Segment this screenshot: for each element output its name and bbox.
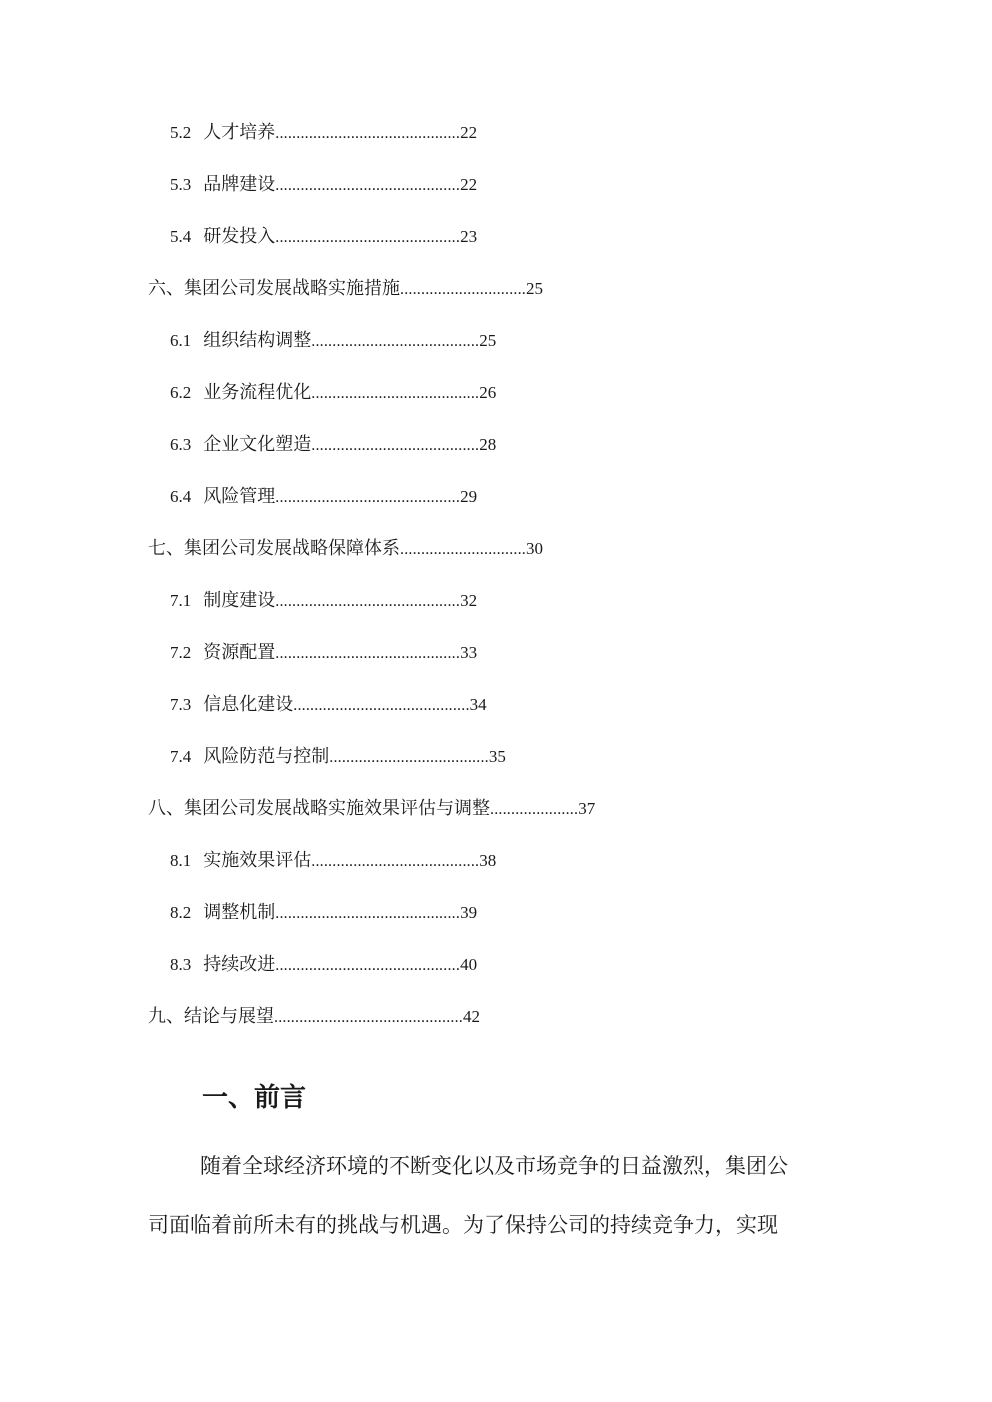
toc-entry-number: 6.1 xyxy=(170,331,192,350)
toc-entry[interactable] xyxy=(148,274,543,304)
toc-page-number: 34 xyxy=(469,695,487,714)
toc-page-number: 22 xyxy=(460,123,478,142)
toc-entry-number: 8.3 xyxy=(170,955,192,974)
toc-page-number: 37 xyxy=(578,799,596,818)
toc-entry-title: 九、结论与展望 xyxy=(148,1006,274,1027)
toc-leader-dots: ........................................ xyxy=(311,333,480,350)
toc-leader-dots: ............................................. xyxy=(274,1009,463,1026)
toc-leader-dots: ............................................ xyxy=(275,957,461,974)
toc-entry-title: 信息化建设 xyxy=(203,694,294,715)
toc-entry[interactable] xyxy=(170,378,496,408)
toc-page-number: 35 xyxy=(488,747,506,766)
toc-entry[interactable] xyxy=(170,430,496,460)
toc-leader-dots: ...................................... xyxy=(329,749,489,766)
toc-entry-title: 研发投入 xyxy=(203,226,276,247)
toc-entry[interactable] xyxy=(170,482,477,512)
toc-page-number: 22 xyxy=(460,175,478,194)
toc-entry-number: 7.2 xyxy=(170,643,192,662)
toc-entry-number: 6.3 xyxy=(170,435,192,454)
toc-entry-title: 风险防范与控制 xyxy=(203,746,330,767)
toc-leader-dots: ............................................ xyxy=(275,177,461,194)
toc-page-number: 25 xyxy=(526,279,543,298)
toc-leader-dots: ............................................ xyxy=(275,489,461,506)
toc-entry-title: 业务流程优化 xyxy=(203,382,312,403)
toc-entry[interactable] xyxy=(170,690,487,720)
toc-entry-title: 六、集团公司发展战略实施措施 xyxy=(148,278,400,299)
toc-leader-dots: ........................................ xyxy=(311,385,480,402)
toc-entry-title: 制度建设 xyxy=(203,590,276,611)
toc-entry[interactable] xyxy=(170,846,496,876)
toc-entry[interactable] xyxy=(170,638,477,668)
toc-leader-dots: ............................................ xyxy=(275,229,461,246)
toc-leader-dots: ..................... xyxy=(490,801,579,818)
toc-leader-dots: ........................................ xyxy=(311,437,480,454)
toc-entry[interactable] xyxy=(148,534,543,564)
toc-entry[interactable] xyxy=(148,1002,480,1032)
toc-entry-title: 调整机制 xyxy=(203,902,276,923)
section-heading: 一、前言 xyxy=(202,1083,307,1113)
toc-page-number: 32 xyxy=(460,591,478,610)
toc-entry[interactable] xyxy=(170,118,477,148)
toc-entry-title: 企业文化塑造 xyxy=(203,434,312,455)
toc-entry-title: 七、集团公司发展战略保障体系 xyxy=(148,538,400,559)
toc-entry[interactable] xyxy=(148,794,595,824)
toc-page-number: 38 xyxy=(479,851,497,870)
toc-entry-number: 7.4 xyxy=(170,747,192,766)
toc-leader-dots: .......................................... xyxy=(293,697,470,714)
toc-leader-dots: ............................................ xyxy=(275,905,461,922)
paragraph-line-2: 司面临着前所未有的挑战与机遇。为了保持公司的持续竞争力，实现 xyxy=(148,1213,778,1237)
toc-entry-number: 8.2 xyxy=(170,903,192,922)
toc-entry-number: 5.2 xyxy=(170,123,192,142)
paragraph-line-1: 随着全球经济环境的不断变化以及市场竞争的日益激烈，集团公 xyxy=(200,1154,788,1178)
toc-entry-number: 6.2 xyxy=(170,383,192,402)
toc-entry[interactable] xyxy=(170,326,496,356)
toc-page-number: 42 xyxy=(463,1007,480,1026)
toc-entry-number: 5.4 xyxy=(170,227,192,246)
toc-entry-number: 6.4 xyxy=(170,487,192,506)
toc-entry-title: 持续改进 xyxy=(203,954,276,975)
toc-page-number: 28 xyxy=(479,435,497,454)
toc-entry-title: 实施效果评估 xyxy=(203,850,312,871)
toc-leader-dots: .............................. xyxy=(400,541,526,558)
toc-leader-dots: ........................................ xyxy=(311,853,480,870)
toc-entry[interactable] xyxy=(170,950,477,980)
toc-entry[interactable] xyxy=(170,586,477,616)
toc-leader-dots: .............................. xyxy=(400,281,526,298)
toc-leader-dots: ............................................ xyxy=(275,645,461,662)
toc-page-number: 40 xyxy=(460,955,478,974)
toc-page-number: 33 xyxy=(460,643,478,662)
toc-page-number: 26 xyxy=(479,383,497,402)
toc-page-number: 30 xyxy=(526,539,543,558)
toc-entry[interactable] xyxy=(170,170,477,200)
toc-entry-title: 风险管理 xyxy=(203,486,276,507)
toc-leader-dots: ............................................ xyxy=(275,593,461,610)
toc-page-number: 25 xyxy=(479,331,497,350)
toc-entry-number: 7.3 xyxy=(170,695,192,714)
toc-entry-title: 资源配置 xyxy=(203,642,276,663)
toc-entry-number: 5.3 xyxy=(170,175,192,194)
toc-page-number: 29 xyxy=(460,487,478,506)
toc-entry-title: 组织结构调整 xyxy=(203,330,312,351)
toc-entry-number: 8.1 xyxy=(170,851,192,870)
toc-entry-title: 品牌建设 xyxy=(203,174,276,195)
toc-entry[interactable] xyxy=(170,898,477,928)
toc-page-number: 23 xyxy=(460,227,478,246)
toc-page-number: 39 xyxy=(460,903,478,922)
toc-leader-dots: ............................................ xyxy=(275,125,461,142)
toc-entry-number: 7.1 xyxy=(170,591,192,610)
toc-entry-title: 八、集团公司发展战略实施效果评估与调整 xyxy=(148,798,490,819)
toc-entry[interactable] xyxy=(170,742,506,772)
toc-entry[interactable] xyxy=(170,222,477,252)
toc-entry-title: 人才培养 xyxy=(203,122,276,143)
